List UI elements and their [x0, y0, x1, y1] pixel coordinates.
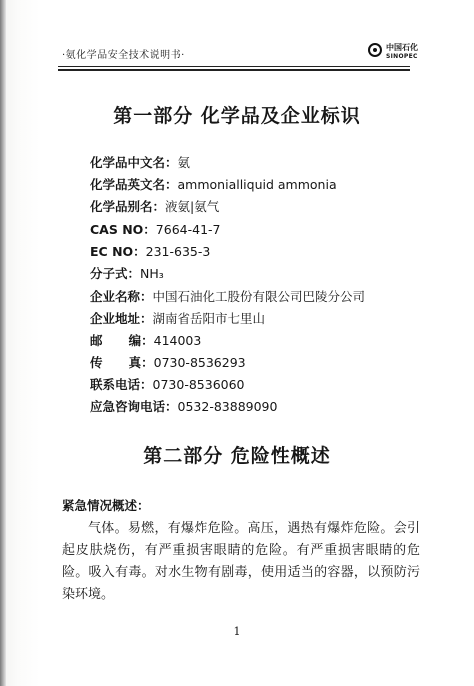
field-row-postcode: [90, 331, 201, 349]
emergency-overview-text: 气体。易燃，有爆炸危险。高压，遇热有爆炸危险。会引起皮肤烧伤，有严重损害眼睛的危险。有严重损害眼睛的危险。吸入有毒。对水生物有剧毒，使用适当的容器，以预防污染环境。: [62, 521, 420, 602]
field-label: 企业地址：: [90, 311, 153, 326]
header-rule-thick: [58, 69, 410, 71]
field-row-emergency-phone: [90, 397, 277, 415]
page-header: [62, 38, 418, 66]
field-label: EC NO：: [90, 244, 146, 259]
field-value: 湖南省岳阳市七里山: [152, 311, 266, 326]
field-value: 414003: [153, 333, 202, 348]
page-number: 1: [233, 625, 241, 638]
field-value: 0730-8536060: [152, 377, 245, 392]
field-label: 分子式：: [90, 266, 141, 281]
emergency-overview-title: 紧急情况概述：: [62, 498, 150, 513]
field-row-phone: [90, 375, 245, 393]
field-row-company: [90, 287, 365, 305]
field-value: NH₃: [140, 266, 164, 281]
field-value: 氨: [177, 155, 191, 170]
field-value: 0730-8536293: [153, 355, 246, 370]
field-row-address: [90, 309, 265, 327]
field-row-fax: [90, 353, 246, 371]
field-row-alias: [90, 197, 219, 215]
field-label: CAS NO：: [90, 222, 156, 237]
field-label: 邮 编：: [90, 333, 154, 348]
field-value: 231-635-3: [145, 244, 211, 259]
field-value: 7664-41-7: [155, 222, 221, 237]
field-row-formula: [90, 264, 164, 282]
field-label: 化学品英文名：: [90, 177, 178, 192]
section1-title: 第一部分 化学品及企业标识: [113, 105, 361, 127]
field-value: 0532-83889090: [177, 399, 278, 414]
logo-chinese-text: 中国石化: [386, 43, 418, 52]
field-label: 化学品别名：: [90, 199, 166, 214]
field-row-cas: [90, 220, 221, 238]
sinopec-logo: [368, 40, 428, 66]
field-label: 应急咨询电话：: [90, 399, 178, 414]
field-label: 联系电话：: [90, 377, 153, 392]
field-row-ec: [90, 242, 210, 260]
sinopec-emblem-icon: [368, 43, 382, 57]
field-value: 液氨|氨气: [165, 199, 220, 214]
logo-english-text: SINOPEC: [386, 53, 418, 60]
field-label: 传 真：: [90, 355, 154, 370]
section2-title: 第二部分 危险性概述: [143, 445, 331, 467]
header-title: ·氨化学品安全技术说明书·: [62, 50, 185, 61]
field-value: ammonialliquid ammonia: [177, 177, 337, 192]
header-rule-thin: [58, 66, 410, 67]
field-row-english-name: [90, 175, 337, 193]
field-label: 化学品中文名：: [90, 155, 178, 170]
field-row-chinese-name: [90, 153, 190, 171]
field-value: 中国石油化工股份有限公司巴陵分公司: [152, 289, 366, 304]
field-label: 企业名称：: [90, 289, 153, 304]
